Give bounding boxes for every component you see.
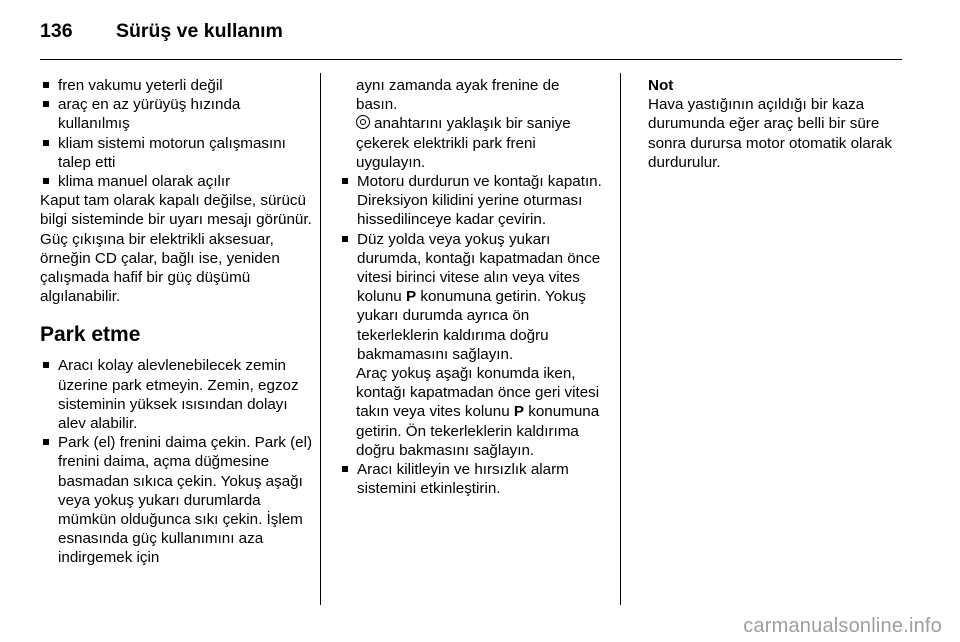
list-item: klima manuel olarak açılır — [41, 172, 316, 191]
note-title: Not — [648, 77, 674, 94]
list-item-text: konumuna getirin. Ön tekerleklerin kaldırıma doğru bakmasını sağlayın. — [356, 403, 600, 459]
power-outlet-paragraph: Güç çıkışına bir elektrikli aksesuar, örneğin CD çalar, bağlı ise, yeniden çalışmada hafif bir güç düşümü algılanabilir. — [40, 230, 280, 306]
list-item: fren vakumu yeterli değil — [41, 76, 316, 95]
note-text: Hava yastığının açıldığı bir kaza durumunda eğer araç belli bir süre sonra durursa motor otomatik olarak durdurulur. — [648, 96, 892, 171]
column-3 — [648, 76, 906, 172]
gear-p-label: P — [513, 403, 525, 421]
list-item-text: Araç yokuş aşağı konumda iken, kontağı kapatmadan önce geri vitesi takın veya vites kolunu — [356, 365, 600, 421]
column-2 — [340, 76, 604, 498]
list-item-text: konumuna getirin. Yokuş yukarı durumda ayrıca ön tekerleklerin kaldırıma doğru bakmamasını sağlayın. — [357, 288, 586, 363]
page-title: Sürüş ve kullanım — [116, 20, 283, 42]
header-rule — [40, 59, 902, 60]
parking-brake-icon — [356, 115, 370, 129]
section-title: Park etme — [40, 323, 141, 347]
parking-brake-text: anahtarını yaklaşık bir saniye çekerek elektrikli park freni uygulayın. — [356, 115, 571, 171]
list-item: araç en az yürüyüş hızında kullanılmış — [41, 95, 316, 133]
gear-p-label: P — [406, 288, 417, 306]
column-divider-2 — [620, 73, 621, 605]
downhill-instruction — [340, 364, 604, 460]
column-1 — [40, 76, 316, 568]
parking-brake-instruction — [340, 114, 604, 172]
list-item: Aracı kilitleyin ve hırsızlık alarm sistemini etkinleştirin. — [340, 460, 604, 498]
hood-warning-paragraph: Kaput tam olarak kapalı değilse, sürücü bilgi sisteminde bir uyarı mesajı görünür. — [40, 192, 312, 229]
list-item: kliam sistemi motorun çalışmasını talep etti — [41, 134, 316, 172]
list-item-text: Düz yolda veya yokuş yukarı durumda, kontağı kapatmadan önce vitesi birinci vitese alın veya vites kolunu — [357, 230, 601, 306]
list-item: Aracı kolay alevlenebilecek zemin üzerine park etmeyin. Zemin, egzoz sisteminin yüksek ısısından dolayı alev alabilir. — [41, 356, 316, 433]
list-item: Motoru durdurun ve kontağı kapatın. Direksiyon kilidini yerine oturması hissedilinceye kadar çevirin. — [340, 172, 604, 230]
column-divider-1 — [320, 73, 321, 605]
list-item: Park (el) frenini daima çekin. Park (el) frenini daima, açma düğmesine basmadan sıkıca çekin. Yokuş aşağı veya yokuş yukarı durumlarda mümkün olduğunca sıkı çekin. İşlem esnasında güç kullanımını aza indirgemek için — [41, 433, 316, 567]
page-header — [40, 16, 283, 46]
watermark: carmanualsonline.info — [743, 615, 942, 637]
page-number: 136 — [40, 20, 73, 42]
continuation-text: aynı zamanda ayak frenine de basın. — [356, 77, 560, 114]
list-item — [340, 230, 604, 364]
